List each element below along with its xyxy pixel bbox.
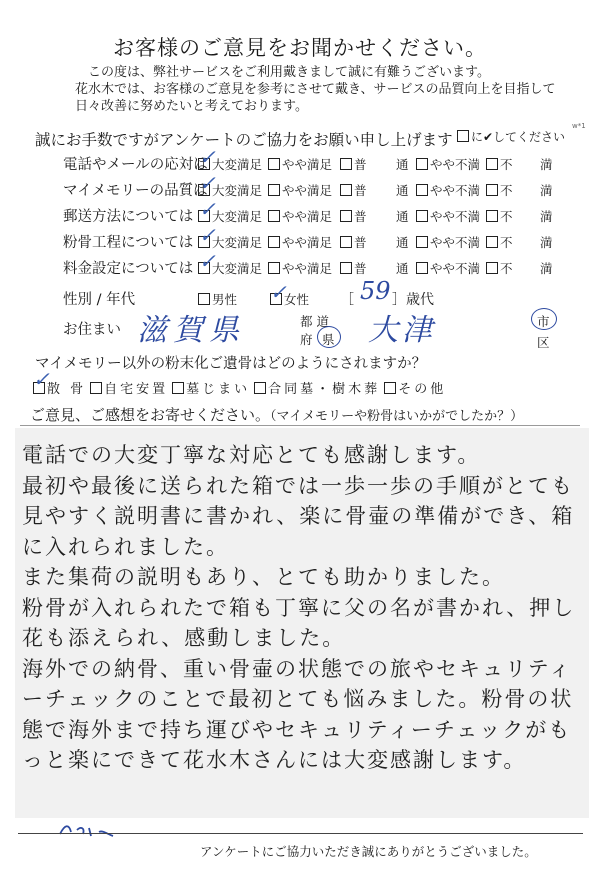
rating-option-label: 不 [500, 157, 513, 172]
intro-line-1: この度は、弊社サービスをご利用戴きまして誠に有難うございます。 [88, 65, 490, 80]
funeral-option-label: 合同墓・樹木葬 [268, 382, 381, 397]
rating-checkbox[interactable] [416, 158, 428, 170]
question-label: 粉骨工程については [63, 235, 194, 251]
comment-heading [30, 404, 523, 425]
rating-option[interactable] [340, 155, 367, 173]
comment-heading-main: ご意見、ご感想をお寄せください。 [30, 406, 271, 424]
age-value: 59 [360, 277, 391, 305]
rating-option[interactable] [268, 155, 332, 173]
rating-option[interactable] [340, 259, 367, 277]
todofuken-fu: 府 [300, 332, 313, 347]
rating-option [396, 233, 409, 251]
rating-option[interactable] [416, 181, 480, 199]
rating-option-label: 満 [540, 157, 553, 172]
survey-request: 誠にお手数ですがアンケートのご協力をお願い申し上げます [35, 131, 453, 149]
rating-checkbox[interactable] [268, 158, 280, 170]
rating-option[interactable] [340, 181, 367, 199]
rating-checkbox[interactable] [486, 158, 498, 170]
rating-option[interactable] [486, 233, 513, 251]
rating-checkbox[interactable] [486, 210, 498, 222]
rating-checkbox[interactable] [340, 210, 352, 222]
rating-option-label: やや不満 [430, 183, 481, 198]
rating-checkbox[interactable] [340, 184, 352, 196]
rating-option-label: 不 [500, 183, 513, 198]
rating-option-label: やや不満 [430, 235, 481, 250]
funeral-checkbox[interactable] [172, 382, 184, 394]
question-label: 電話やメールの応対は [63, 157, 208, 173]
question-label: 料金設定については [63, 261, 194, 277]
rating-option-label: 通 [396, 157, 409, 172]
rating-checkbox[interactable] [340, 158, 352, 170]
rating-option-label: 普 [354, 261, 367, 276]
rating-option-label: 不 [500, 209, 513, 224]
survey-title: お客様のご意見をお聞かせください。 [113, 36, 487, 60]
rating-option-label: やや不満 [430, 157, 481, 172]
rating-checkbox[interactable] [268, 210, 280, 222]
funeral-checkbox[interactable] [384, 382, 396, 394]
address-label: お住まい [63, 322, 121, 338]
intro-line-3: 日々改善に努めたいと考えております。 [75, 99, 308, 114]
rating-check-mark: ✓ [199, 249, 216, 273]
rating-option-label: 満 [540, 183, 553, 198]
funeral-option-label: その他 [398, 382, 447, 397]
rating-checkbox[interactable] [268, 262, 280, 274]
rating-option-label: 通 [396, 235, 409, 250]
city-value: 大津 [368, 313, 436, 348]
funeral-question: マイメモリー以外の粉末化ご遺骨はどのようにされますか？ [35, 356, 427, 372]
rating-checkbox[interactable] [268, 236, 280, 248]
rating-option[interactable] [416, 155, 480, 173]
check-instruction-text: に✔してください [471, 130, 566, 144]
funeral-option[interactable] [90, 382, 168, 397]
age-suffix: ］歳代 [392, 292, 434, 308]
margin-mark: w*1 [572, 122, 586, 130]
rating-option [540, 155, 553, 173]
funeral-option[interactable] [172, 382, 250, 397]
city-ku: 区 [537, 335, 550, 350]
rating-checkbox[interactable] [416, 236, 428, 248]
rating-option[interactable] [416, 259, 480, 277]
rating-option-label: やや満足 [282, 183, 333, 198]
comment-text: 電話での大変丁寧な対応とても感謝します。 最初や最後に送られた箱では一歩一歩の手順がとても見やすく説明書に書かれ、楽に骨壷の準備ができ、箱に入れられました。 また集荷の説明もあり、とても助かりました。 粉骨が入れられたで箱も丁寧に父の名が書かれ、押し花も添えられ、感動しました。 海外での納骨、重い骨壷の状態での旅やセキュリティーチェックのことで最初とても悩みました。粉骨の状態で海外まで持ち運びやセキュリティーチェックがもっと楽にできて花水木さんには大変感謝します。 [22, 443, 576, 772]
rating-option-label: やや満足 [282, 261, 333, 276]
rating-option[interactable] [268, 181, 332, 199]
rating-option [540, 259, 553, 277]
rating-checkbox[interactable] [340, 262, 352, 274]
rating-option-label: やや満足 [282, 209, 333, 224]
handwritten-scribble [55, 818, 140, 840]
rating-option-label: やや不満 [430, 209, 481, 224]
rating-option[interactable] [268, 207, 332, 225]
rating-checkbox[interactable] [486, 184, 498, 196]
thanks-message: アンケートにご協力いただき誠にありがとうございました。 [200, 844, 537, 859]
rating-option-label: 通 [396, 261, 409, 276]
rating-option[interactable] [268, 233, 332, 251]
funeral-options [33, 378, 450, 397]
male-label: 男性 [212, 292, 238, 307]
rating-check-mark: ✓ [199, 223, 216, 247]
rating-option-label: 大変満足 [212, 235, 263, 250]
rating-checkbox[interactable] [486, 262, 498, 274]
rating-option-label: 満 [540, 235, 553, 250]
rating-checkbox[interactable] [340, 236, 352, 248]
rating-option-label: 大変満足 [212, 209, 263, 224]
gender-age-label: 性別 / 年代 [63, 292, 136, 308]
comment-top-rule [20, 425, 580, 426]
rating-option[interactable] [340, 207, 367, 225]
rating-option [540, 181, 553, 199]
funeral-option-label: 自宅安置 [104, 382, 169, 397]
rating-option-label: 大変満足 [212, 157, 263, 172]
funeral-option-label: 墓じまい [186, 382, 251, 397]
comment-heading-sub: （マイメモリーや粉骨はいかがでしたか？） [270, 409, 524, 424]
rating-option[interactable] [416, 207, 480, 225]
city-shi: 市 [537, 314, 550, 329]
todofuken-ken: 県 [322, 332, 335, 347]
rating-checkbox[interactable] [416, 262, 428, 274]
funeral-check-mark: ✓ [33, 367, 50, 391]
example-checkbox [457, 130, 469, 142]
rating-option[interactable] [486, 207, 513, 225]
question-label: 郵送方法については [63, 209, 194, 225]
funeral-checkbox[interactable] [90, 382, 102, 394]
city-circle [531, 308, 557, 330]
rating-option[interactable] [486, 155, 513, 173]
rating-option [540, 233, 553, 251]
rating-option [396, 181, 409, 199]
rating-option-label: 普 [354, 209, 367, 224]
rating-option [540, 207, 553, 225]
rating-option[interactable] [268, 259, 332, 277]
rating-option-label: 通 [396, 209, 409, 224]
rating-option [396, 207, 409, 225]
rating-option[interactable] [486, 259, 513, 277]
rating-option-label: 大変満足 [212, 261, 263, 276]
rating-checkbox[interactable] [268, 184, 280, 196]
rating-option-label: やや満足 [282, 157, 333, 172]
rating-option-label: 普 [354, 183, 367, 198]
rating-option[interactable] [416, 233, 480, 251]
rating-option-label: 通 [396, 183, 409, 198]
rating-option-label: 不 [500, 261, 513, 276]
question-label: マイメモリーの品質は [63, 183, 208, 199]
rating-option-label: やや満足 [282, 235, 333, 250]
rating-check-mark: ✓ [199, 171, 216, 195]
rating-checkbox[interactable] [416, 210, 428, 222]
male-checkbox[interactable] [198, 293, 210, 305]
funeral-option[interactable] [384, 382, 446, 397]
funeral-option-label: 散 骨 [47, 382, 87, 397]
rating-option-label: 普 [354, 235, 367, 250]
female-check-mark: ✓ [270, 280, 287, 304]
rating-option[interactable] [486, 181, 513, 199]
funeral-checkbox[interactable] [254, 382, 266, 394]
rating-check-mark: ✓ [199, 197, 216, 221]
intro-line-2: 花水木では、お客様のご意見を参考にさせて戴き、サービスの品質向上を目指して [75, 82, 556, 97]
age-open-bracket: ［ [340, 292, 354, 308]
rating-option [396, 259, 409, 277]
rating-checkbox[interactable] [416, 184, 428, 196]
rating-option-label: 大変満足 [212, 183, 263, 198]
todofuken-top: 都 道 [300, 314, 329, 329]
prefecture-circle [317, 326, 341, 348]
funeral-option[interactable] [254, 382, 380, 397]
bottom-rule [18, 833, 583, 834]
female-label: 女性 [284, 292, 310, 307]
rating-option-label: 不 [500, 235, 513, 250]
rating-option-label: 満 [540, 261, 553, 276]
rating-option[interactable] [340, 233, 367, 251]
rating-checkbox[interactable] [486, 236, 498, 248]
rating-option-label: 普 [354, 157, 367, 172]
rating-option-label: 満 [540, 209, 553, 224]
check-instruction [457, 128, 565, 145]
rating-check-mark: ✓ [199, 145, 216, 169]
prefecture-value: 滋賀県 [137, 313, 245, 348]
rating-option [396, 155, 409, 173]
rating-option-label: やや不満 [430, 261, 481, 276]
